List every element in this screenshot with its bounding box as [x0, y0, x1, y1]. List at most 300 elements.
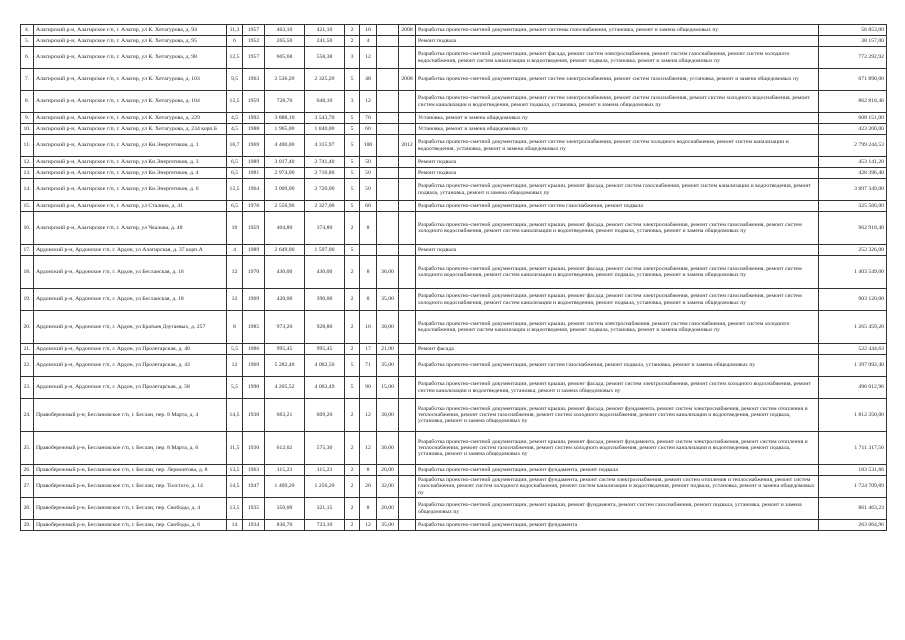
row-number-cell: 9.	[21, 113, 34, 124]
works-list-cell: Разработка проектно-сметной документации, ремонт фасада, ремонт систем электроснабжения, ремонт систем газоснабжения, ремонт систем холодного водоснабжения, ремонт систем канализации и водоотведения, ремонт подвала, установка, ремонт и замена общедомовых пу	[416, 47, 819, 69]
address-cell: Алагирский р-н, Алагирское г/п, г. Алагир, ул Кн.Энергетиков, д. 3	[34, 157, 227, 168]
cost-cell: 1 724 709,89	[819, 476, 887, 498]
apartments-cell: 20	[360, 476, 377, 498]
total-area-cell: 1 965,00	[265, 124, 305, 135]
address-cell: Ардонский р-н, Ардонское г/п, г. Ардон, ул Алагирская, д. 37 корп.А	[34, 245, 227, 256]
living-area-cell: 2 327,00	[305, 201, 345, 212]
extra-value-cell: 32,00	[377, 476, 399, 498]
works-list-cell: Разработка проектно-сметной документации, ремонт систем электроснабжения, ремонт систем холодного водоснабжения, ремонт систем канализации и водоотведения, установка, ремонт и замена общедомовых пу	[416, 135, 819, 157]
works-list-cell: Разработка проектно-сметной документации, ремонт систем электроснабжения, ремонт систем газоснабжения, установка, ремонт и замена общедомовых пу	[416, 69, 819, 91]
extra-value-cell: 35,00	[377, 520, 399, 531]
address-cell: Ардонский р-н, Ардонское г/п, г. Ардон, ул Братьев Дзугаевых, д. 257	[34, 311, 227, 344]
floors-cell: 5	[345, 157, 360, 168]
floors-cell: 2	[345, 399, 360, 432]
row-number-cell: 10.	[21, 124, 34, 135]
cost-cell: 1 397 092,40	[819, 355, 887, 377]
extra-value-cell	[377, 113, 399, 124]
row-number-cell: 24.	[21, 399, 34, 432]
table-row	[21, 47, 887, 69]
total-area-cell: 995,45	[265, 344, 305, 355]
last-repair-year-cell	[399, 157, 416, 168]
apartments-cell: 48	[360, 69, 377, 91]
wear-percent-cell: 12	[227, 289, 243, 311]
row-number-cell: 14.	[21, 179, 34, 201]
floors-cell: 2	[345, 36, 360, 47]
living-area-cell: 609,20	[305, 399, 345, 432]
cost-cell: 962 918,40	[819, 212, 887, 245]
apartments-cell: 71	[360, 355, 377, 377]
extra-value-cell: 20,00	[377, 465, 399, 476]
table-row	[21, 25, 887, 36]
extra-value-cell	[377, 157, 399, 168]
address-cell: Алагирский р-н, Алагирское г/п, г. Алагир, ул Чкалова, д. 48	[34, 212, 227, 245]
cost-cell: 772 292,92	[819, 47, 887, 69]
extra-value-cell	[377, 212, 399, 245]
floors-cell: 5	[345, 168, 360, 179]
row-number-cell: 26.	[21, 465, 34, 476]
cost-cell: 671 890,00	[819, 69, 887, 91]
table-row	[21, 498, 887, 520]
living-area-cell: 390,00	[305, 289, 345, 311]
apartments-cell: 10	[360, 25, 377, 36]
extra-value-cell: 20,00	[377, 498, 399, 520]
floors-cell: 2	[345, 344, 360, 355]
floors-cell: 5	[345, 113, 360, 124]
apartments-cell: 12	[360, 432, 377, 465]
row-number-cell: 23.	[21, 377, 34, 399]
floors-cell: 2	[345, 289, 360, 311]
last-repair-year-cell	[399, 476, 416, 498]
last-repair-year-cell	[399, 245, 416, 256]
total-area-cell: 973,20	[265, 311, 305, 344]
floors-cell: 2	[345, 256, 360, 289]
living-area-cell: 3 543,70	[305, 113, 345, 124]
extra-value-cell: 35,00	[377, 355, 399, 377]
works-list-cell: Разработка проектно-сметной документации, ремонт крыши, ремонт фасада, ремонт фундамента, ремонт систем электроснабжения, ремонт систем отопления и теплоснабжения, ремонт систем газоснабжения, ремонт систем холодного водоснабжения, ремонт систем канализации и водоотведения, ремонт подвала, установка, ремонт и замена общедомовых пу	[416, 399, 819, 432]
address-cell: Правобережный р-н, Беслановское г/п, г. Беслан, пер. 8 Марта, д. 4	[34, 399, 227, 432]
table-row	[21, 168, 887, 179]
wear-percent-cell: 11,3	[227, 25, 243, 36]
build-year-cell: 1969	[243, 289, 265, 311]
floors-cell: 2	[345, 212, 360, 245]
works-list-cell: Ремонт подвала	[416, 157, 819, 168]
total-area-cell: 420,00	[265, 289, 305, 311]
last-repair-year-cell	[399, 498, 416, 520]
floors-cell: 2	[345, 476, 360, 498]
total-area-cell: 2 556,90	[265, 201, 305, 212]
extra-value-cell: 21,00	[377, 344, 399, 355]
apartments-cell: 17	[360, 344, 377, 355]
works-list-cell: Разработка проектно-сметной документации, ремонт крыши, ремонт фасада, ремонт систем электроснабжения, ремонт систем газоснабжения, ремонт систем холодного водоснабжения, ремонт систем канализации и водоотведения, ремонт подвала, установка, ремонт и замена общедомовых пу	[416, 289, 819, 311]
address-cell: Алагирский р-н, Алагирское г/п, г. Алагир, ул Кн.Энергетиков, д. 1	[34, 135, 227, 157]
table-row	[21, 355, 887, 377]
address-cell: Алагирский р-н, Алагирское г/п, г. Алагир, ул Сталина, д. 41	[34, 201, 227, 212]
table-row	[21, 36, 887, 47]
row-number-cell: 20.	[21, 311, 34, 344]
floors-cell: 5	[345, 69, 360, 91]
floors-cell: 5	[345, 124, 360, 135]
address-cell: Ардонский р-н, Ардонское г/п, г. Ардон, ул Пролетарская, д. 43	[34, 355, 227, 377]
last-repair-year-cell	[399, 212, 416, 245]
extra-value-cell	[377, 168, 399, 179]
build-year-cell: 1989	[243, 245, 265, 256]
row-number-cell: 18.	[21, 256, 34, 289]
wear-percent-cell: 14,5	[227, 399, 243, 432]
last-repair-year-cell	[399, 399, 416, 432]
build-year-cell: 1992	[243, 113, 265, 124]
table-row	[21, 432, 887, 465]
last-repair-year-cell	[399, 344, 416, 355]
total-area-cell: 728,70	[265, 91, 305, 113]
cost-cell: 1 265 459,20	[819, 311, 887, 344]
wear-percent-cell: 12	[227, 256, 243, 289]
apartments-cell: 12	[360, 47, 377, 69]
works-list-cell: Разработка проектно-сметной документации, ремонт крыши, ремонт фасада, ремонт систем газоснабжения, ремонт систем канализации и водоотведения, ремонт подвала, установка, ремонт и замена общедомовых пу	[416, 179, 819, 201]
wear-percent-cell: 12,5	[227, 47, 243, 69]
cost-cell: 2 799 244,53	[819, 135, 887, 157]
total-area-cell: 2 974,00	[265, 168, 305, 179]
address-cell: Алагирский р-н, Алагирское г/п, г. Алагир, ул К. Хетагурова, д. 94	[34, 25, 227, 36]
build-year-cell: 1935	[243, 498, 265, 520]
row-number-cell: 12.	[21, 157, 34, 168]
table-row	[21, 201, 887, 212]
living-area-cell: 241,50	[305, 36, 345, 47]
build-year-cell: 1957	[243, 47, 265, 69]
living-area-cell: 723,10	[305, 520, 345, 531]
table-row	[21, 179, 887, 201]
table-row	[21, 113, 887, 124]
build-year-cell: 1969	[243, 135, 265, 157]
last-repair-year-cell: 2012	[399, 135, 416, 157]
table-row	[21, 289, 887, 311]
works-list-cell: Разработка проектно-сметной документации, ремонт крыши, ремонт систем электроснабжения, ремонт систем газоснабжения, ремонт систем холодного водоснабжения, ремонт систем канализации и водоотведения, ремонт подвала, установка, ремонт и замена общедомовых пу	[416, 311, 819, 344]
living-area-cell: 115,23	[305, 465, 345, 476]
row-number-cell: 21.	[21, 344, 34, 355]
living-area-cell: 430,00	[305, 256, 345, 289]
apartments-cell: 60	[360, 201, 377, 212]
extra-value-cell	[377, 25, 399, 36]
address-cell: Правобережный р-н, Беслановское г/п, г. Беслан, пер. Лермонтова, д. 8	[34, 465, 227, 476]
row-number-cell: 22.	[21, 355, 34, 377]
living-area-cell: 995,45	[305, 344, 345, 355]
last-repair-year-cell	[399, 201, 416, 212]
apartments-cell: 8	[360, 465, 377, 476]
floors-cell: 2	[345, 465, 360, 476]
last-repair-year-cell	[399, 311, 416, 344]
build-year-cell: 1970	[243, 256, 265, 289]
works-list-cell: Разработка проектно-сметной документации, ремонт систем электроснабжения, ремонт систем газоснабжения, ремонт систем холодного водоснабжения, ремонт систем канализации и водоотведения, ремонт подвала, установка, ремонт и замена общедомовых пу	[416, 91, 819, 113]
build-year-cell: 1930	[243, 399, 265, 432]
living-area-cell: 321,15	[305, 498, 345, 520]
cost-cell: 1 403 549,00	[819, 256, 887, 289]
wear-percent-cell: 14	[227, 520, 243, 531]
floors-cell: 3	[345, 91, 360, 113]
works-list-cell: Разработка проектно-сметной документации, ремонт крыши, ремонт фасада, ремонт систем электроснабжения, ремонт систем холодного водоснабжения, ремонт систем канализации и водоотведения, установка, ремонт и замена общедомовых пу	[416, 377, 819, 399]
build-year-cell: 1957	[243, 25, 265, 36]
last-repair-year-cell	[399, 36, 416, 47]
total-area-cell: 2 649,00	[265, 245, 305, 256]
works-list-cell: Разработка проектно-сметной документации, ремонт крыши, ремонт фасада, ремонт фундамента, ремонт систем электроснабжения, ремонт систем отопления и теплоснабжения, ремонт систем газоснабжения, ремонт систем холодного водоснабжения, ремонт систем канализации и водоотведения, ремонт подвала, установка, ремонт и замена общедомовых пу	[416, 432, 819, 465]
build-year-cell: 1959	[243, 91, 265, 113]
apartments-cell: 8	[360, 498, 377, 520]
works-list-cell: Ремонт подвала	[416, 245, 819, 256]
wear-percent-cell: 10	[227, 212, 243, 245]
build-year-cell: 1985	[243, 311, 265, 344]
total-area-cell: 2 536,20	[265, 69, 305, 91]
works-list-cell: Разработка проектно-сметной документации, ремонт систем газоснабжения, ремонт подвала, установка, ремонт и замена общедомовых пу	[416, 355, 819, 377]
address-cell: Алагирский р-н, Алагирское г/п, г. Алагир, ул К. Хетагурова, д. 98	[34, 47, 227, 69]
table-row	[21, 69, 887, 91]
address-cell: Алагирский р-н, Алагирское г/п, г. Алагир, ул К. Хетагурова, д. 229	[34, 113, 227, 124]
living-area-cell: 2 720,00	[305, 179, 345, 201]
row-number-cell: 29.	[21, 520, 34, 531]
last-repair-year-cell	[399, 168, 416, 179]
housing-repair-table	[20, 24, 887, 531]
cost-cell: 183 531,66	[819, 465, 887, 476]
living-area-cell: 4 002,49	[305, 377, 345, 399]
row-number-cell: 27.	[21, 476, 34, 498]
apartments-cell: 50	[360, 168, 377, 179]
wear-percent-cell: 13,5	[227, 498, 243, 520]
wear-percent-cell: 9,5	[227, 69, 243, 91]
works-list-cell: Разработка проектно-сметной документации, ремонт систем газоснабжения, ремонт подвала	[416, 201, 819, 212]
table-row	[21, 520, 887, 531]
apartments-cell: 8	[360, 289, 377, 311]
row-number-cell: 25.	[21, 432, 34, 465]
build-year-cell: 1934	[243, 520, 265, 531]
row-number-cell: 19.	[21, 289, 34, 311]
build-year-cell: 1959	[243, 212, 265, 245]
last-repair-year-cell	[399, 179, 416, 201]
address-cell: Алагирский р-н, Алагирское г/п, г. Алагир, ул К. Хетагурова, д. 95	[34, 36, 227, 47]
apartments-cell: 16	[360, 311, 377, 344]
living-area-cell: 648,10	[305, 91, 345, 113]
last-repair-year-cell	[399, 91, 416, 113]
row-number-cell: 15.	[21, 201, 34, 212]
floors-cell: 5	[345, 179, 360, 201]
wear-percent-cell: 6,5	[227, 157, 243, 168]
floors-cell: 5	[345, 245, 360, 256]
works-list-cell: Установка, ремонт и замена общедомовых пу	[416, 113, 819, 124]
last-repair-year-cell: 2008	[399, 69, 416, 91]
total-area-cell: 663,21	[265, 399, 305, 432]
last-repair-year-cell	[399, 113, 416, 124]
living-area-cell: 374,80	[305, 212, 345, 245]
total-area-cell: 4 205,52	[265, 377, 305, 399]
row-number-cell: 7.	[21, 69, 34, 91]
cost-cell: 861 463,23	[819, 498, 887, 520]
cost-cell: 453 141,20	[819, 157, 887, 168]
table-row	[21, 157, 887, 168]
total-area-cell: 350,00	[265, 498, 305, 520]
row-number-cell: 11.	[21, 135, 34, 157]
apartments-cell	[360, 245, 377, 256]
table-row	[21, 344, 887, 355]
build-year-cell: 1981	[243, 168, 265, 179]
total-area-cell: 4 400,00	[265, 135, 305, 157]
works-list-cell: Установка, ремонт и замена общедомовых пу	[416, 124, 819, 135]
row-number-cell: 13.	[21, 168, 34, 179]
build-year-cell: 1964	[243, 179, 265, 201]
living-area-cell: 928,80	[305, 311, 345, 344]
wear-percent-cell: 6,5	[227, 168, 243, 179]
floors-cell: 3	[345, 47, 360, 69]
extra-value-cell	[377, 179, 399, 201]
row-number-cell: 16.	[21, 212, 34, 245]
extra-value-cell	[377, 69, 399, 91]
build-year-cell: 1989	[243, 157, 265, 168]
address-cell: Алагирский р-н, Алагирское г/п, г. Алагир, ул Кн.Энергетиков, д. 4	[34, 168, 227, 179]
address-cell: Правобережный р-н, Беслановское г/п, г. Беслан, пер. Свободы, д. 6	[34, 520, 227, 531]
extra-value-cell	[377, 124, 399, 135]
floors-cell: 2	[345, 432, 360, 465]
total-area-cell: 5 282,40	[265, 355, 305, 377]
apartments-cell: 8	[360, 212, 377, 245]
works-list-cell: Разработка проектно-сметной документации, ремонт фундамента, ремонт подвала	[416, 465, 819, 476]
cost-cell: 38 157,00	[819, 36, 887, 47]
table-row	[21, 377, 887, 399]
works-list-cell: Разработка проектно-сметной документации, ремонт крыши, ремонт фасада, ремонт систем электроснабжения, ремонт систем газоснабжения, ремонт систем холодного водоснабжения, ремонт систем канализации и водоотведения, ремонт подвала, установка, ремонт и замена общедомовых пу	[416, 256, 819, 289]
apartments-cell: 4	[360, 36, 377, 47]
living-area-cell: 1 840,00	[305, 124, 345, 135]
build-year-cell: 1963	[243, 465, 265, 476]
address-cell: Алагирский р-н, Алагирское г/п, г. Алагир, ул К. Хетагурова, д. 234 корп.Б	[34, 124, 227, 135]
extra-value-cell	[377, 201, 399, 212]
wear-percent-cell: 10,7	[227, 135, 243, 157]
table-row	[21, 91, 887, 113]
total-area-cell: 265,50	[265, 36, 305, 47]
apartments-cell: 60	[360, 124, 377, 135]
build-year-cell: 1952	[243, 36, 265, 47]
build-year-cell: 1990	[243, 377, 265, 399]
wear-percent-cell: 13,5	[227, 465, 243, 476]
living-area-cell: 1 256,20	[305, 476, 345, 498]
address-cell: Правобережный р-н, Беслановское г/п, г. Беслан, пер. Толстого, д. 14	[34, 476, 227, 498]
build-year-cell: 1947	[243, 476, 265, 498]
last-repair-year-cell	[399, 377, 416, 399]
works-list-cell: Ремонт фасада	[416, 344, 819, 355]
extra-value-cell: 36,00	[377, 256, 399, 289]
extra-value-cell: 15,00	[377, 377, 399, 399]
cost-cell: 862 818,46	[819, 91, 887, 113]
last-repair-year-cell	[399, 124, 416, 135]
works-list-cell: Разработка проектно-сметной документации, ремонт крыши, ремонт фундамента, ремонт систем газоснабжения, ремонт подвала, установка, ремонт и замена общедомовых пу	[416, 498, 819, 520]
build-year-cell: 1988	[243, 124, 265, 135]
works-list-cell: Разработка проектно-сметной документации, ремонт системы газоснабжения, установка, ремонт и замена общедомовых пу	[416, 25, 819, 36]
apartments-cell: 12	[360, 399, 377, 432]
address-cell: Ардонский р-н, Ардонское г/п, г. Ардон, ул Бесланская, д. 18	[34, 289, 227, 311]
last-repair-year-cell: 2008	[399, 25, 416, 36]
total-area-cell: 463,10	[265, 25, 305, 36]
cost-cell: 325 566,00	[819, 201, 887, 212]
cost-cell: 608 151,00	[819, 113, 887, 124]
living-area-cell: 4 315,97	[305, 135, 345, 157]
wear-percent-cell: 6,5	[227, 201, 243, 212]
cost-cell: 903 120,00	[819, 289, 887, 311]
cost-cell: 522 444,63	[819, 344, 887, 355]
wear-percent-cell: 11,5	[227, 432, 243, 465]
apartments-cell: 8	[360, 256, 377, 289]
living-area-cell: 1 597,00	[305, 245, 345, 256]
row-number-cell: 6.	[21, 47, 34, 69]
cost-cell: 496 012,96	[819, 377, 887, 399]
wear-percent-cell: 12	[227, 355, 243, 377]
address-cell: Алагирский р-н, Алагирское г/п, г. Алагир, ул К. Хетагурова, д. 104	[34, 91, 227, 113]
cost-cell: 252 326,00	[819, 245, 887, 256]
total-area-cell: 1 409,20	[265, 476, 305, 498]
works-list-cell: Разработка проектно-сметной документации, ремонт фундамента	[416, 520, 819, 531]
works-list-cell: Ремонт подвала	[416, 168, 819, 179]
apartments-cell: 90	[360, 377, 377, 399]
total-area-cell: 404,80	[265, 212, 305, 245]
table-row	[21, 124, 887, 135]
address-cell: Правобережный р-н, Беслановское г/п, г. Беслан, пер. 8 Марта, д. 6	[34, 432, 227, 465]
floors-cell: 2	[345, 25, 360, 36]
table-row	[21, 476, 887, 498]
row-number-cell: 8.	[21, 91, 34, 113]
build-year-cell: 1969	[243, 355, 265, 377]
apartments-cell: 100	[360, 135, 377, 157]
address-cell: Ардонский р-н, Ардонское г/п, г. Ардон, ул Пролетарская, д. 40	[34, 344, 227, 355]
floors-cell: 2	[345, 498, 360, 520]
wear-percent-cell: 14,5	[227, 476, 243, 498]
build-year-cell: 1930	[243, 432, 265, 465]
floors-cell: 5	[345, 135, 360, 157]
row-number-cell: 5.	[21, 36, 34, 47]
cost-cell: 1 711 317,56	[819, 432, 887, 465]
floors-cell: 2	[345, 311, 360, 344]
last-repair-year-cell	[399, 289, 416, 311]
cost-cell: 1 812 350,00	[819, 399, 887, 432]
total-area-cell: 115,23	[265, 465, 305, 476]
table-row	[21, 311, 887, 344]
extra-value-cell: 30,00	[377, 311, 399, 344]
floors-cell: 5	[345, 377, 360, 399]
living-area-cell: 2 741,40	[305, 157, 345, 168]
total-area-cell: 3 009,00	[265, 179, 305, 201]
wear-percent-cell: 6	[227, 36, 243, 47]
extra-value-cell	[377, 91, 399, 113]
total-area-cell: 605,68	[265, 47, 305, 69]
table-body	[21, 25, 887, 531]
table-row	[21, 135, 887, 157]
extra-value-cell	[377, 135, 399, 157]
living-area-cell: 558,38	[305, 47, 345, 69]
floors-cell: 5	[345, 201, 360, 212]
cost-cell: 3 897 349,00	[819, 179, 887, 201]
cost-cell: 428 396,40	[819, 168, 887, 179]
wear-percent-cell: 4,5	[227, 113, 243, 124]
build-year-cell: 1963	[243, 69, 265, 91]
total-area-cell: 430,00	[265, 256, 305, 289]
wear-percent-cell: 4	[227, 245, 243, 256]
cost-cell: 56 853,00	[819, 25, 887, 36]
total-area-cell: 3 888,10	[265, 113, 305, 124]
wear-percent-cell: 5,5	[227, 344, 243, 355]
last-repair-year-cell	[399, 47, 416, 69]
table-row	[21, 399, 887, 432]
wear-percent-cell: 12,5	[227, 179, 243, 201]
row-number-cell: 28.	[21, 498, 34, 520]
wear-percent-cell: 12,5	[227, 91, 243, 113]
extra-value-cell: 30,00	[377, 399, 399, 432]
row-number-cell: 17.	[21, 245, 34, 256]
build-year-cell: 1986	[243, 344, 265, 355]
extra-value-cell	[377, 36, 399, 47]
extra-value-cell: 35,00	[377, 289, 399, 311]
extra-value-cell	[377, 245, 399, 256]
works-list-cell: Ремонт подвала	[416, 36, 819, 47]
